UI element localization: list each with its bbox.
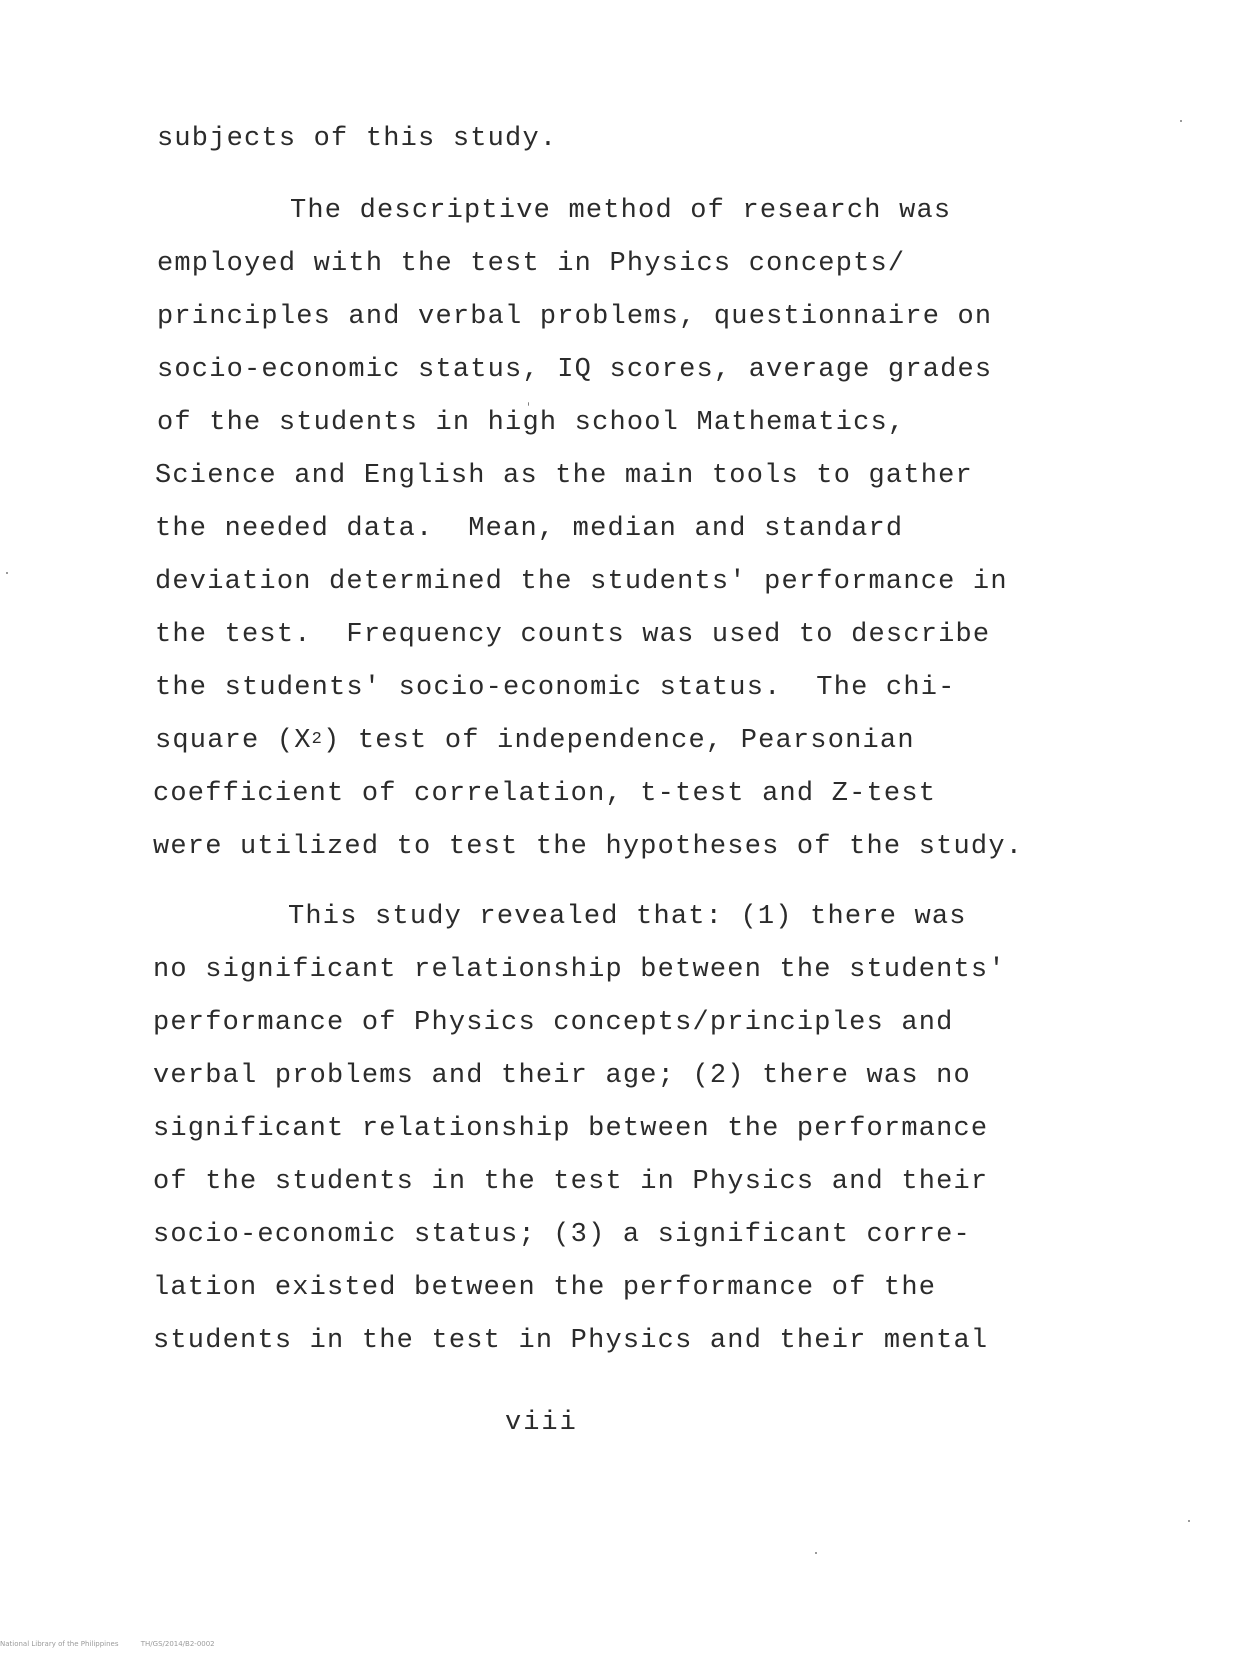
text-line: socio-economic status; (3) a significant corre- [153, 1220, 971, 1250]
text-line: lation existed between the performance of the [153, 1273, 937, 1303]
text-line: the needed data. Mean, median and standard [155, 514, 904, 544]
text-line: deviation determined the students' performance in [155, 567, 1008, 597]
text-line: were utilized to test the hypotheses of the study. [153, 832, 1024, 862]
scan-speck [6, 572, 8, 574]
scan-speck [1180, 120, 1182, 122]
text-segment: square (X [155, 726, 312, 756]
text-line: Science and English as the main tools to gather [155, 461, 973, 491]
text-line: principles and verbal problems, questionnaire on [157, 302, 993, 332]
text-line: of the students in high school Mathematics, [157, 408, 906, 438]
text-line: significant relationship between the performance [153, 1114, 989, 1144]
text-line: performance of Physics concepts/principles and [153, 1008, 954, 1038]
text-line: verbal problems and their age; (2) there was no [153, 1061, 971, 1091]
scan-speck [815, 1552, 817, 1554]
text-line: The descriptive method of research was [290, 196, 952, 226]
scan-speck [528, 402, 529, 406]
text-line: coefficient of correlation, t-test and Z-test [153, 779, 937, 809]
text-line-with-superscript [155, 726, 915, 759]
text-segment: ) test of independence, Pearsonian [323, 726, 915, 756]
scan-footer: National Library of the Philippines TH/GS/2014/B2-0002 [0, 1640, 215, 1648]
text-line: the test. Frequency counts was used to describe [155, 620, 991, 650]
text-line: students in the test in Physics and their mental [153, 1326, 989, 1356]
superscript: 2 [311, 730, 324, 749]
page-number: viii [505, 1408, 578, 1438]
text-line: employed with the test in Physics concepts/ [157, 249, 906, 279]
text-line: no significant relationship between the students' [153, 955, 1006, 985]
scan-speck [1188, 1520, 1190, 1522]
text-line: This study revealed that: (1) there was [288, 902, 967, 932]
text-line: the students' socio-economic status. The chi- [155, 673, 956, 703]
text-line: of the students in the test in Physics and their [153, 1167, 989, 1197]
text-line: subjects of this study. [157, 124, 558, 154]
text-line: socio-economic status, IQ scores, average grades [157, 355, 993, 385]
